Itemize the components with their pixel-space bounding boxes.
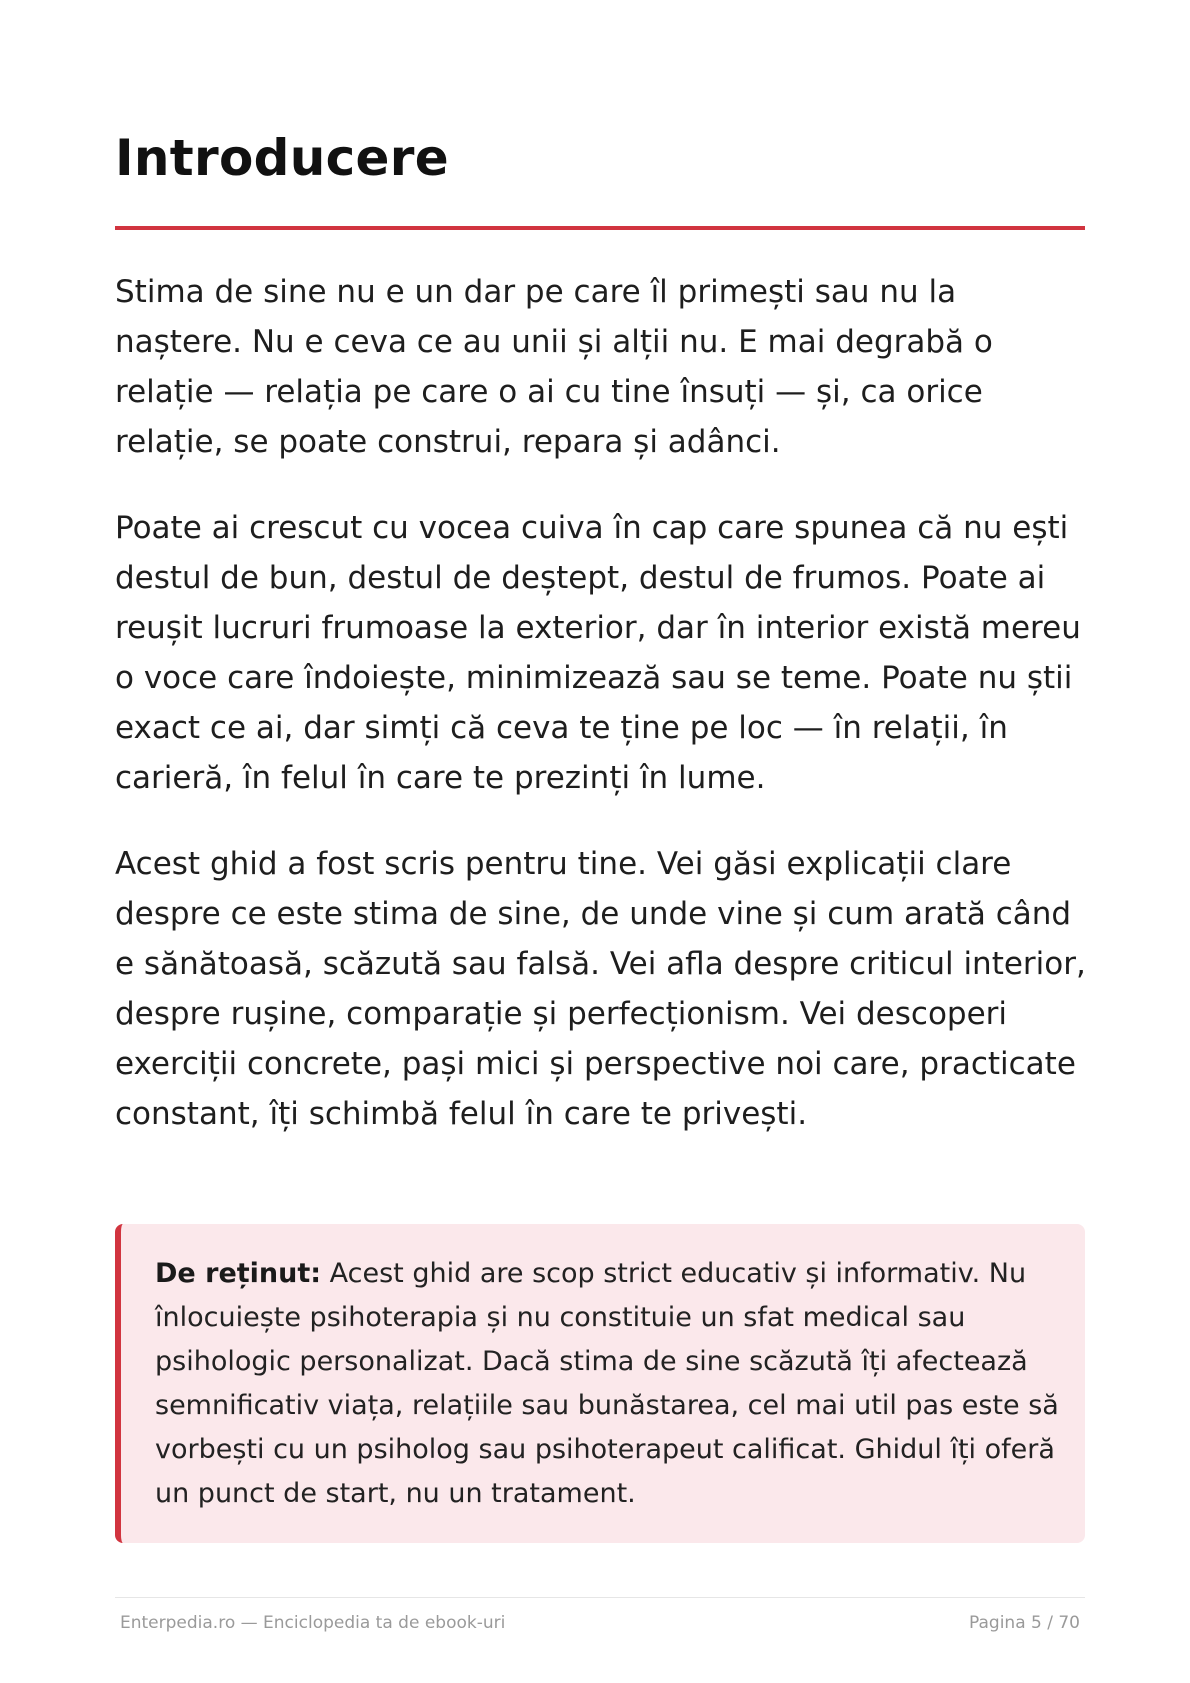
body-paragraph: Stima de sine nu e un dar pe care îl primești sau nu la naștere. Nu e ceva ce au unii și alții nu. E mai degrabă o relație — relația pe care o ai cu tine însuți — și, ca orice relație, se poate construi, repara și adânci.	[115, 274, 993, 460]
footer-site: Enterpedia.ro — Enciclopedia ta de ebook-uri	[120, 1613, 506, 1633]
title-divider	[115, 226, 1085, 230]
body-paragraph: Acest ghid a fost scris pentru tine. Vei găsi explicații clare despre ce este stima de sine, de unde vine și cum arată când e sănătoasă, scăzută sau falsă. Vei afla despre criticul interior, despre rușine, comparație și perfecționism. Vei descoperi exerciții concrete, pași mici și perspective noi care, practicate constant, îți schimbă felul în care te privești.	[115, 846, 1086, 1132]
footer-divider	[115, 1597, 1085, 1598]
footer-page-number: Pagina 5 / 70	[969, 1613, 1080, 1633]
note-callout	[115, 1224, 1085, 1543]
body-text	[115, 267, 1090, 1175]
chapter-title: Introducere	[115, 129, 449, 187]
document-page	[115, 0, 1085, 1683]
note-label: De reținut:	[155, 1258, 322, 1289]
note-text: Acest ghid are scop strict educativ și informativ. Nu înlocuiește psihoterapia și nu constituie un sfat medical sau psihologic personalizat. Dacă stima de sine scăzută îți afectează semnificativ viața, relațiile sau bunăstarea, cel mai util pas este să vorbești cu un psiholog sau psihoterapeut calificat. Ghidul îți oferă un punct de start, nu un tratament.	[155, 1258, 1059, 1509]
body-paragraph: Poate ai crescut cu vocea cuiva în cap care spunea că nu ești destul de bun, destul de deștept, destul de frumos. Poate ai reușit lucruri frumoase la exterior, dar în interior există mereu o voce care îndoiește, minimizează sau se teme. Poate nu știi exact ce ai, dar simți că ceva te ține pe loc — în relații, în carieră, în felul în care te prezinți în lume.	[115, 510, 1081, 796]
note-content	[155, 1252, 1061, 1516]
